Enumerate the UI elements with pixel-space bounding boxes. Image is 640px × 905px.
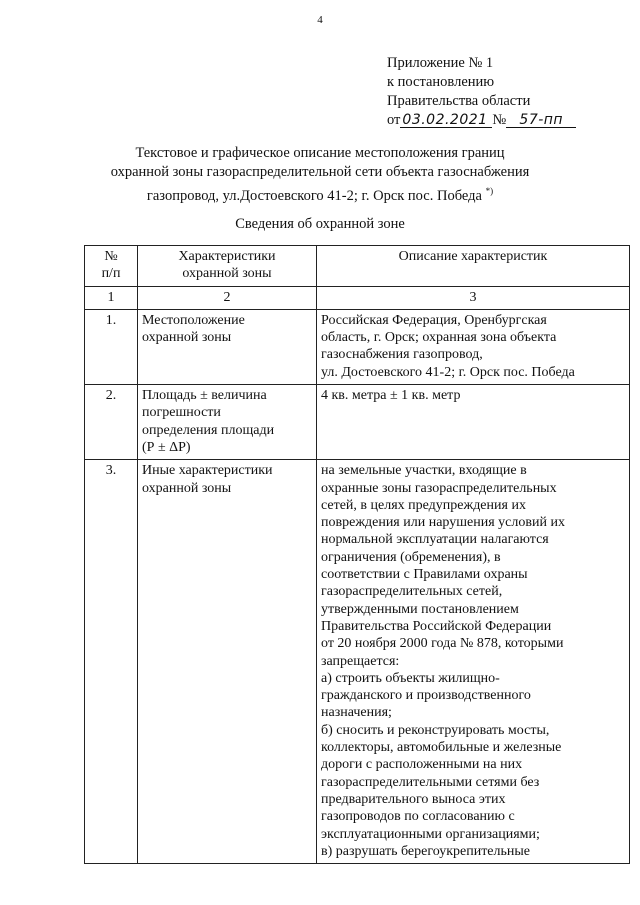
row-characteristic: [138, 460, 317, 864]
row-description: [317, 385, 630, 460]
cell-line: Российская Федерация, Оренбургская: [321, 312, 547, 328]
cell-line: а) строить объекты жилищно-: [321, 670, 500, 686]
header-characteristics-line: охранной зоны: [182, 266, 272, 282]
cell-line: определения площади: [142, 422, 275, 438]
cell-line: погрешности: [142, 405, 221, 421]
cell-line: нормальной эксплуатации налагаются: [321, 532, 549, 548]
appendix-line-3: Правительства области: [387, 93, 531, 109]
cell-line: охранные зоны газораспределительных: [321, 480, 557, 496]
title-line-3: [60, 182, 580, 206]
row-description: [317, 309, 630, 384]
cell-line: газораспределительными сетями без: [321, 774, 540, 790]
cell-line: предварительного выноса этих: [321, 791, 506, 807]
cell-line: в) разрушать берегоукрепительные: [321, 843, 531, 859]
cell-line: (Р ± ΔР): [142, 439, 191, 455]
cell-line: газораспределительных сетей,: [321, 584, 503, 600]
cell-line: ограничения (обременения), в: [321, 549, 501, 565]
cell-line: сетей, в целях предупреждения их: [321, 497, 526, 513]
cell-line: повреждения или нарушения условий их: [321, 515, 565, 531]
column-number: 2: [138, 286, 317, 309]
cell-line: назначения;: [321, 705, 392, 721]
header-description-line: Описание характеристик: [398, 249, 548, 264]
cell-line: дороги с расположенными на них: [321, 757, 523, 773]
cell-line: от 20 ноября 2000 года № 878, которыми: [321, 636, 564, 652]
cell-line: Площадь ± величина: [142, 388, 267, 404]
cell-line: ул. Достоевского 41-2; г. Орск пос. Победа: [321, 364, 575, 380]
footnote-mark: *): [485, 186, 494, 196]
cell-line: эксплуатационными организациями;: [321, 826, 540, 842]
appendix-line-1: Приложение № 1: [387, 55, 494, 71]
cell-line: запрещается:: [321, 653, 400, 669]
title-line-3-text: газопровод, ул.Достоевского 41-2; г. Орск пос. Победа: [146, 187, 482, 204]
cell-line: область, г. Орск; охранная зона объекта: [321, 330, 557, 346]
section-title: Сведения об охранной зоне: [235, 216, 405, 232]
cell-line: Местоположение: [142, 312, 245, 328]
cell-line: охранной зоны: [142, 480, 232, 496]
table-row: [85, 385, 630, 460]
header-number-line: №: [104, 249, 118, 264]
column-number: 3: [317, 286, 630, 309]
row-number: 1.: [85, 309, 138, 384]
header-number-line: п/п: [101, 266, 121, 282]
appendix-block: [387, 54, 576, 130]
row-characteristic: [138, 309, 317, 384]
row-description: [317, 460, 630, 864]
header-number: [85, 246, 138, 287]
handwritten-date: 03.02.2021: [400, 113, 492, 128]
cell-line: охранной зоны: [142, 330, 232, 346]
cell-line: соответствии с Правилами охраны: [321, 567, 528, 583]
cell-line: 4 кв. метра ± 1 кв. метр: [321, 388, 461, 404]
handwritten-number: 57-пп: [506, 113, 576, 128]
row-characteristic: [138, 385, 317, 460]
row-number: 2.: [85, 385, 138, 460]
cell-line: гражданского и производственного: [321, 688, 531, 704]
number-prefix: №: [492, 112, 507, 128]
table-header-row: [85, 246, 630, 287]
header-description: [317, 246, 630, 287]
cell-line: б) сносить и реконструировать мосты,: [321, 722, 550, 738]
cell-line: газоснабжения газопровод,: [321, 347, 483, 363]
table-row: [85, 460, 630, 864]
page-number: 4: [317, 14, 323, 26]
table-row: [85, 309, 630, 384]
title-line-1: Текстовое и графическое описание местоположения границ: [135, 145, 505, 161]
row-number: 3.: [85, 460, 138, 864]
date-prefix: от: [387, 112, 401, 128]
header-characteristics-line: Характеристики: [178, 249, 276, 264]
title-line-2: охранной зоны газораспределительной сети объекта газоснабжения: [110, 164, 530, 180]
header-characteristics: [138, 246, 317, 287]
cell-line: утвержденными постановлением: [321, 601, 519, 617]
appendix-date-line: [387, 111, 576, 130]
cell-line: коллекторы, автомобильные и железные: [321, 740, 562, 756]
cell-line: Иные характеристики: [142, 463, 273, 479]
cell-line: Правительства Российской Федерации: [321, 618, 552, 634]
cell-line: газопроводов по согласованию с: [321, 809, 515, 825]
appendix-line-2: к постановлению: [387, 74, 495, 90]
column-number: 1: [85, 286, 138, 309]
document-title: [60, 144, 580, 206]
column-numbers-row: [85, 286, 630, 309]
cell-line: на земельные участки, входящие в: [321, 463, 527, 479]
protection-zone-table: [84, 245, 630, 864]
